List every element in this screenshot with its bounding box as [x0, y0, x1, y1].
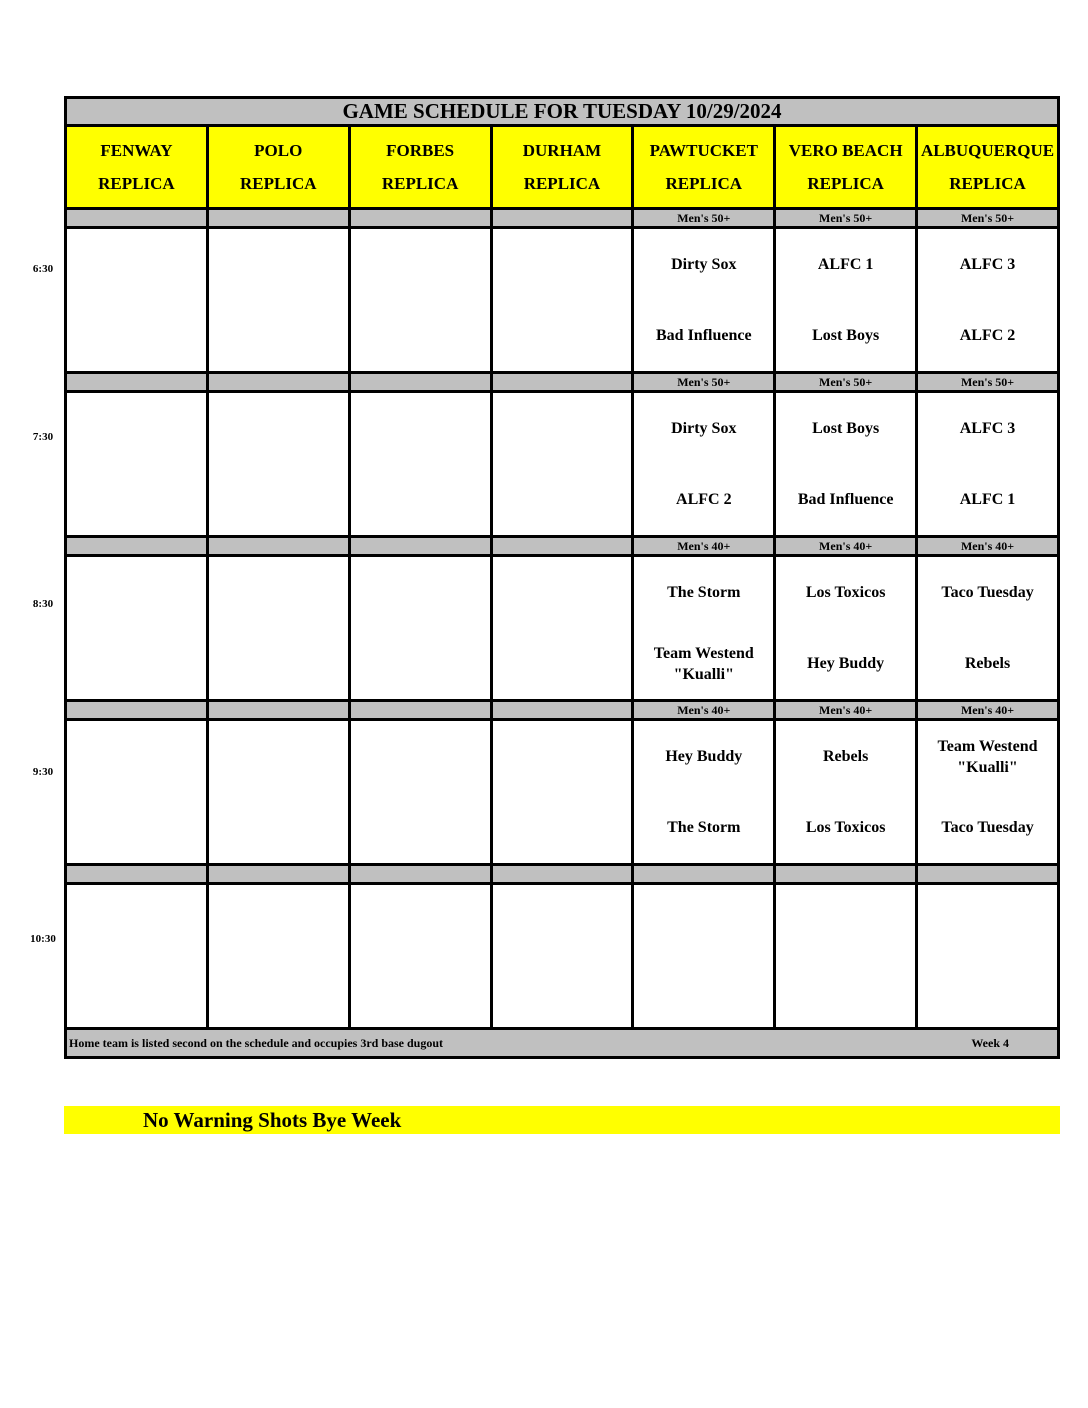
game-cell [633, 884, 775, 1029]
game-cell [207, 228, 349, 373]
game-cell [633, 556, 775, 701]
home-team [493, 792, 632, 863]
division-label [491, 537, 633, 556]
field-name: ALBUQUERQUE [920, 141, 1055, 160]
away-team: Los Toxicos [805, 584, 886, 601]
away-team [634, 885, 773, 956]
game-cell [633, 228, 775, 373]
game-cell [633, 720, 775, 865]
home-team: Bad Influence [656, 327, 752, 344]
game-cell [207, 392, 349, 537]
home-team [351, 300, 490, 371]
time-label: 7:30 [32, 430, 54, 443]
division-label [349, 209, 491, 228]
home-team [209, 956, 348, 1027]
field-subtitle: REPLICA [523, 174, 601, 193]
game-cell [66, 228, 208, 373]
division-label: Men's 50+ [633, 373, 775, 392]
away-team [493, 721, 632, 792]
division-label [66, 865, 208, 884]
away-team [918, 885, 1057, 956]
home-team: Taco Tuesday [941, 819, 1034, 836]
home-team [918, 956, 1057, 1027]
home-team [67, 628, 206, 699]
away-team [209, 557, 348, 628]
away-team: Rebels [822, 748, 869, 765]
field-subtitle: REPLICA [807, 174, 884, 193]
away-team: Taco Tuesday [941, 584, 1034, 601]
game-cell [207, 720, 349, 865]
away-team: Dirty Sox [671, 420, 737, 437]
away-team: The Storm [667, 584, 741, 601]
away-team [351, 229, 490, 300]
away-team: ALFC 1 [817, 256, 874, 273]
game-cell [775, 720, 917, 865]
division-label [207, 373, 349, 392]
division-label: Men's 50+ [633, 209, 775, 228]
field-subtitle: REPLICA [240, 174, 317, 193]
away-team [67, 721, 206, 792]
away-team: ALFC 3 [959, 256, 1016, 273]
field-header [207, 126, 349, 209]
division-label [207, 865, 349, 884]
division-label: Men's 50+ [917, 373, 1059, 392]
division-label [66, 701, 208, 720]
home-team [776, 956, 915, 1027]
game-cell [349, 720, 491, 865]
time-label: 10:30 [30, 933, 56, 945]
division-label [349, 373, 491, 392]
away-team [351, 393, 490, 464]
home-team: Bad Influence [797, 491, 894, 508]
home-team: The Storm [667, 819, 741, 836]
field-name: FORBES [386, 141, 455, 160]
field-header [917, 126, 1059, 209]
away-team [209, 393, 348, 464]
division-label: Men's 40+ [633, 701, 775, 720]
field-name: FENWAY [100, 141, 173, 160]
division-label: Men's 50+ [917, 209, 1059, 228]
game-cell [66, 884, 208, 1029]
home-team [67, 792, 206, 863]
division-label [207, 209, 349, 228]
division-row [66, 373, 1059, 392]
game-cell [207, 556, 349, 701]
bye-week-banner [64, 1106, 1060, 1134]
game-cell [491, 228, 633, 373]
away-team: Dirty Sox [671, 256, 737, 273]
away-team [493, 885, 632, 956]
away-team [351, 557, 490, 628]
away-team [351, 721, 490, 792]
home-team [209, 300, 348, 371]
home-team: ALFC 2 [676, 491, 732, 508]
away-team: Lost Boys [812, 420, 880, 437]
home-team [67, 464, 206, 535]
away-team [209, 885, 348, 956]
division-label [207, 537, 349, 556]
home-team-note: Home team is listed second on the schedule and occupies 3rd base dugout [69, 1035, 444, 1050]
away-team [67, 393, 206, 464]
field-header [491, 126, 633, 209]
field-header [349, 126, 491, 209]
home-team [209, 628, 348, 699]
division-label [633, 865, 775, 884]
game-cell [349, 884, 491, 1029]
game-cell [66, 720, 208, 865]
away-team [493, 557, 632, 628]
home-team: Hey Buddy [807, 655, 885, 672]
time-label: 8:30 [32, 598, 54, 610]
home-team: Rebels [964, 655, 1011, 672]
home-team: Lost Boys [812, 327, 880, 344]
home-team [351, 464, 490, 535]
week-label: Week 4 [971, 1035, 1009, 1050]
division-label: Men's 40+ [633, 537, 775, 556]
division-label [349, 865, 491, 884]
away-team: Team Westend "Kualli" [937, 737, 1038, 776]
game-cell [66, 392, 208, 537]
field-subtitle: REPLICA [98, 174, 175, 193]
home-team [634, 956, 773, 1027]
title-row [66, 98, 1059, 126]
game-cell [491, 720, 633, 865]
footer-row [66, 1029, 1059, 1058]
division-label [491, 373, 633, 392]
field-header [633, 126, 775, 209]
game-row [66, 556, 1059, 701]
game-cell [917, 228, 1059, 373]
time-label: 6:30 [32, 263, 54, 275]
game-row [66, 392, 1059, 537]
home-team: ALFC 1 [959, 491, 1016, 508]
away-team [776, 885, 915, 956]
game-row [66, 884, 1059, 1029]
away-team [493, 229, 632, 300]
home-team: ALFC 2 [959, 327, 1016, 344]
division-label [491, 865, 633, 884]
schedule-table [64, 96, 1060, 1059]
division-label [349, 701, 491, 720]
away-team [67, 885, 206, 956]
division-label [66, 537, 208, 556]
home-team [493, 300, 632, 371]
game-cell [633, 392, 775, 537]
away-team [209, 229, 348, 300]
away-team [351, 885, 490, 956]
division-label [66, 373, 208, 392]
game-cell [775, 392, 917, 537]
division-label [491, 209, 633, 228]
game-cell [349, 556, 491, 701]
footer-cell [66, 1029, 1059, 1058]
game-cell [349, 228, 491, 373]
field-subtitle: REPLICA [381, 174, 459, 193]
division-label [491, 701, 633, 720]
home-team [351, 792, 490, 863]
division-label [66, 209, 208, 228]
division-label [207, 701, 349, 720]
game-row [66, 720, 1059, 865]
game-cell [917, 556, 1059, 701]
division-row [66, 865, 1059, 884]
game-cell [917, 720, 1059, 865]
game-cell [775, 556, 917, 701]
field-header-row [66, 126, 1059, 209]
home-team [67, 956, 206, 1027]
home-team: Team Westend "Kualli" [653, 644, 754, 683]
division-label [349, 537, 491, 556]
game-cell [491, 884, 633, 1029]
away-team: ALFC 3 [959, 420, 1016, 437]
division-label [775, 865, 917, 884]
division-row [66, 701, 1059, 720]
time-label: 9:30 [32, 765, 54, 778]
division-label: Men's 40+ [775, 537, 917, 556]
field-header [775, 126, 917, 209]
division-label: Men's 50+ [775, 373, 917, 392]
away-team: Hey Buddy [665, 748, 743, 765]
field-name: DURHAM [522, 141, 602, 160]
away-team [67, 557, 206, 628]
home-team [351, 628, 490, 699]
away-team [209, 721, 348, 792]
home-team [351, 956, 490, 1027]
home-team [493, 956, 632, 1027]
field-subtitle: REPLICA [665, 174, 743, 193]
division-row [66, 537, 1059, 556]
game-row [66, 228, 1059, 373]
home-team [493, 628, 632, 699]
home-team: Los Toxicos [805, 819, 886, 836]
game-cell [207, 884, 349, 1029]
division-label: Men's 40+ [775, 701, 917, 720]
schedule-title: GAME SCHEDULE FOR TUESDAY 10/29/2024 [66, 98, 1059, 126]
field-header [66, 126, 208, 209]
bye-week-text: No Warning Shots Bye Week [143, 1108, 402, 1132]
away-team [493, 393, 632, 464]
field-subtitle: REPLICA [949, 174, 1026, 193]
game-cell [491, 392, 633, 537]
away-team [67, 229, 206, 300]
home-team [209, 464, 348, 535]
division-row [66, 209, 1059, 228]
field-name: POLO [254, 141, 303, 160]
division-label: Men's 50+ [775, 209, 917, 228]
game-cell [349, 392, 491, 537]
home-team [67, 300, 206, 371]
game-cell [66, 556, 208, 701]
field-name: PAWTUCKET [649, 141, 758, 160]
game-cell [917, 884, 1059, 1029]
division-label: Men's 40+ [917, 701, 1059, 720]
home-team [209, 792, 348, 863]
game-cell [775, 884, 917, 1029]
home-team [493, 464, 632, 535]
field-name: VERO BEACH [788, 141, 903, 160]
game-cell [775, 228, 917, 373]
game-cell [491, 556, 633, 701]
game-cell [917, 392, 1059, 537]
division-label [917, 865, 1059, 884]
division-label: Men's 40+ [917, 537, 1059, 556]
